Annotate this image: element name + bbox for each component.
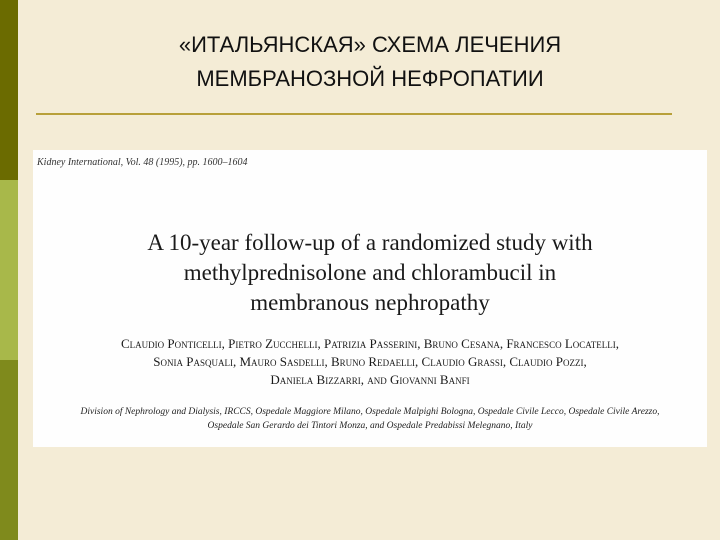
side-bar-bottom	[0, 360, 18, 540]
author-line-3: Daniela Bizzarri, and Giovanni Banfi	[270, 372, 470, 387]
side-bar-top	[0, 0, 18, 180]
affiliation-line-1: Division of Nephrology and Dialysis, IRCCS, Ospedale Maggiore Milano, Ospedale Malpighi Bologna, Ospedale Civile Lecco, Ospedale Civile Arezzo,	[80, 407, 660, 417]
author-line-2: Sonia Pasquali, Mauro Sasdelli, Bruno Redaelli, Claudio Grassi, Claudio Pozzi,	[153, 354, 587, 369]
author-list	[33, 335, 707, 389]
side-bar-middle	[0, 180, 18, 360]
article-title-line-1: A 10-year follow-up of a randomized study with	[147, 230, 593, 255]
slide-title-line-1: «ИТАЛЬЯНСКАЯ» СХЕМА ЛЕЧЕНИЯ	[178, 32, 562, 57]
article-title	[33, 228, 707, 318]
article-title-line-2: methylprednisolone and chlorambucil in	[183, 260, 557, 285]
title-divider	[36, 113, 672, 115]
slide-title	[40, 28, 700, 96]
side-color-bars	[0, 0, 18, 540]
journal-citation: Kidney International, Vol. 48 (1995), pp. 1600–1604	[37, 157, 248, 168]
author-line-1: Claudio Ponticelli, Pietro Zucchelli, Patrizia Passerini, Bruno Cesana, Francesco Locatelli,	[120, 336, 619, 351]
paper-excerpt-image	[33, 150, 707, 447]
article-title-line-3: membranous nephropathy	[250, 290, 490, 315]
affiliation-list	[33, 405, 707, 433]
slide-title-line-2: МЕМБРАНОЗНОЙ НЕФРОПАТИИ	[196, 66, 544, 91]
affiliation-line-2: Ospedale San Gerardo dei Tintori Monza, and Ospedale Predabissi Melegnano, Italy	[207, 421, 533, 431]
